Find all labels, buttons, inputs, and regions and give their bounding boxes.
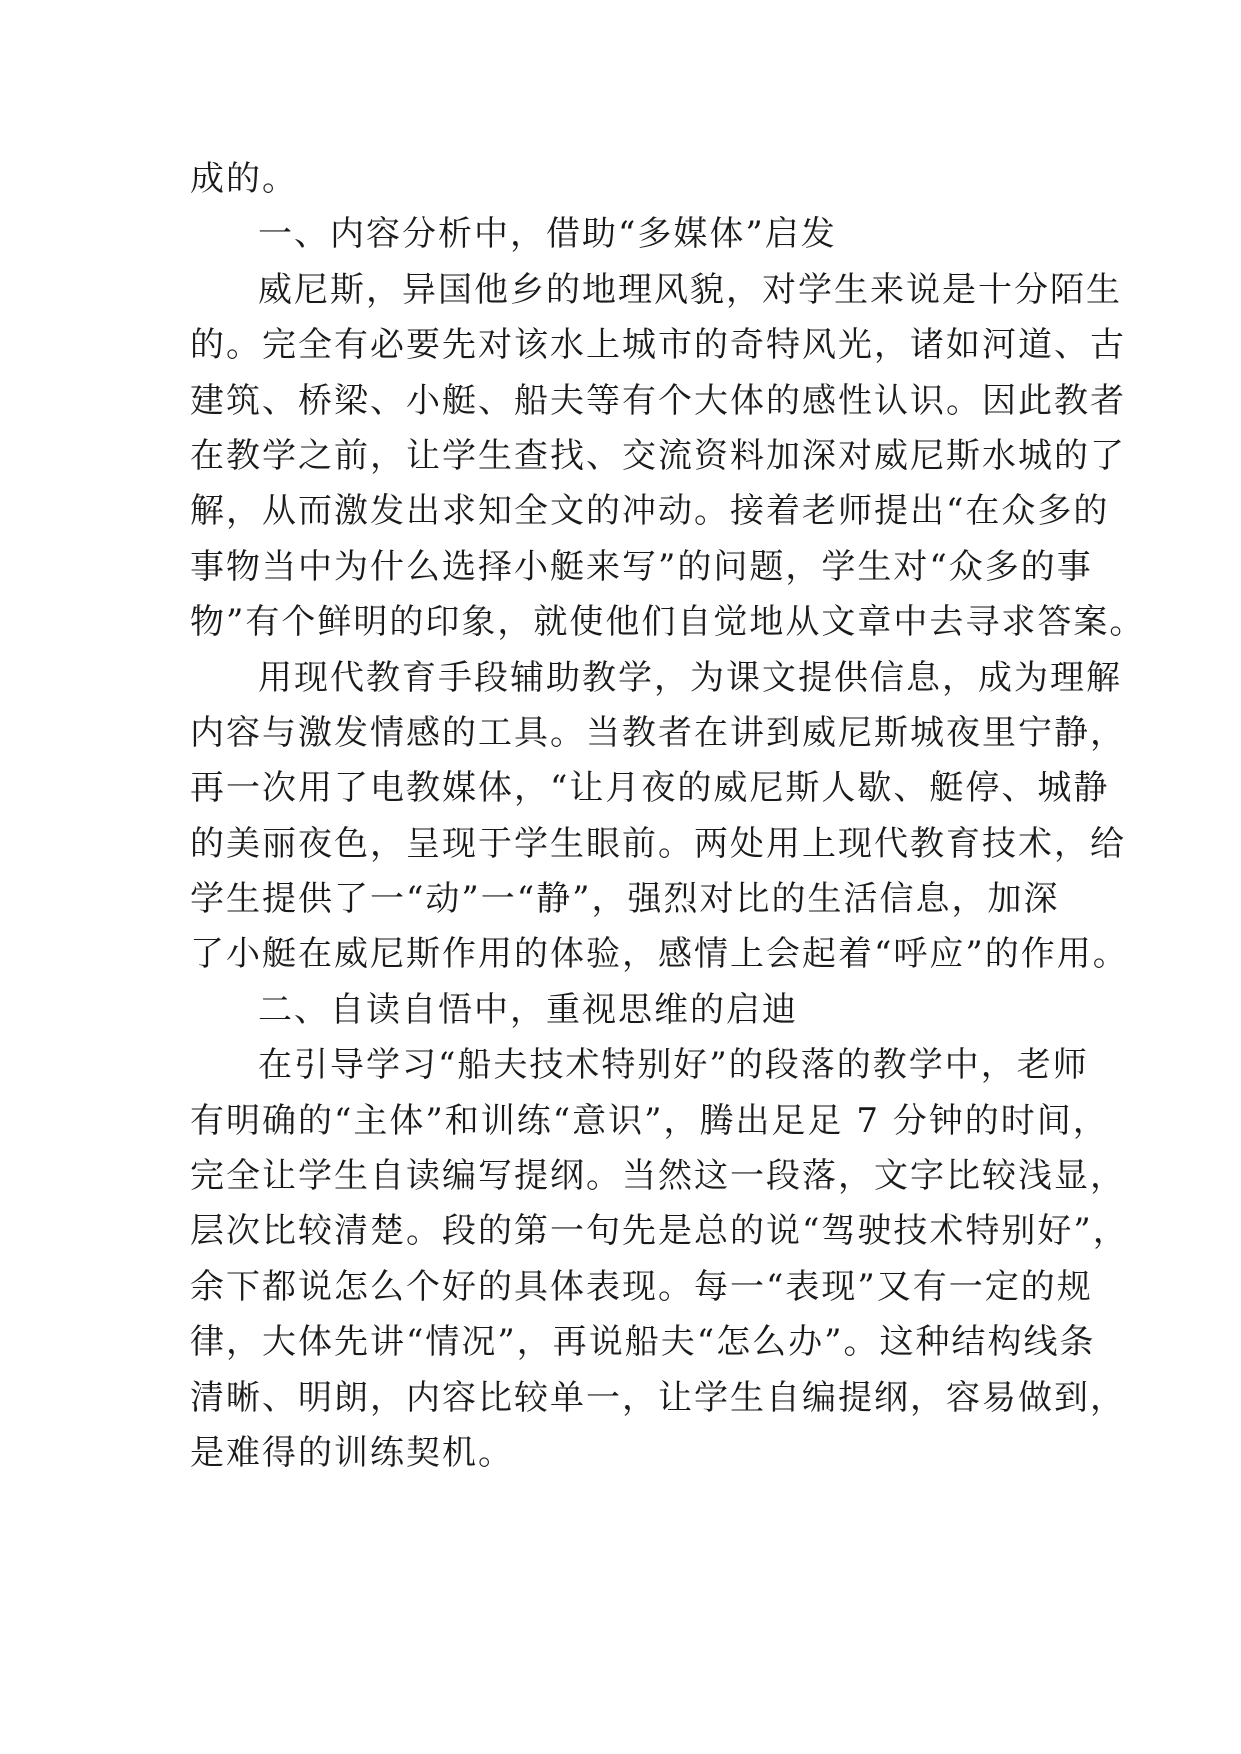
text-line: 是难得的训练契机。 <box>190 1432 514 1473</box>
text-line: 解，从而激发出求知全文的冲动。接着老师提出“在众多的 <box>190 491 1110 532</box>
text-line: 层次比较清楚。段的第一句先是总的说“驾驶技术特别好”， <box>190 1211 1129 1252</box>
text-line: 在引导学习“船夫技术特别好”的段落的教学中，老师 <box>258 1045 1089 1086</box>
text-line: 学生提供了一“动”一“静”，强烈对比的生活信息，加深 <box>190 879 1060 920</box>
text-line: 建筑、桥梁、小艇、船夫等有个大体的感性认识。因此教者 <box>190 380 1126 421</box>
text-line: 成的。 <box>190 159 298 199</box>
text-line: 清晰、明朗，内容比较单一，让学生自编提纲，容易做到， <box>190 1377 1126 1418</box>
text-line: 的美丽夜色，呈现于学生眼前。两处用上现代教育技术，给 <box>190 823 1126 864</box>
text-line: 再一次用了电教媒体，“让月夜的威尼斯人歇、艇停、城静 <box>190 768 1110 809</box>
text-line: 的。完全有必要先对该水上城市的奇特风光，诸如河道、古 <box>190 325 1126 366</box>
text-line: 在教学之前，让学生查找、交流资料加深对威尼斯水城的了 <box>190 435 1126 476</box>
text-line: 威尼斯，异国他乡的地理风貌，对学生来说是十分陌生 <box>258 269 1122 310</box>
text-line: 完全让学生自读编写提纲。当然这一段落，文字比较浅显， <box>190 1156 1126 1197</box>
document-body <box>190 152 1146 1481</box>
text-line: 余下都说怎么个好的具体表现。每一“表现”又有一定的规 <box>190 1266 1093 1307</box>
text-line: 了小艇在威尼斯作用的体验，感情上会起着“呼应”的作用。 <box>190 934 1129 975</box>
text-line: 用现代教育手段辅助教学，为课文提供信息，成为理解 <box>258 657 1122 698</box>
text-line: 有明确的“主体”和训练“意识”，腾出足足 7 分钟的时间， <box>190 1100 1109 1141</box>
text-line: 律，大体先讲“情况”，再说船夫“怎么办”。这种结构线条 <box>190 1322 1096 1363</box>
text-line: 一、内容分析中，借助“多媒体”启发 <box>258 214 837 255</box>
text-line: 物”有个鲜明的印象，就使他们自觉地从文章中去寻求答案。 <box>190 602 1146 643</box>
text-line: 事物当中为什么选择小艇来写”的问题，学生对“众多的事 <box>190 546 1093 587</box>
text-line: 内容与激发情感的工具。当教者在讲到威尼斯城夜里宁静， <box>190 712 1126 753</box>
text-line: 二、自读自悟中，重视思维的启迪 <box>258 989 798 1030</box>
